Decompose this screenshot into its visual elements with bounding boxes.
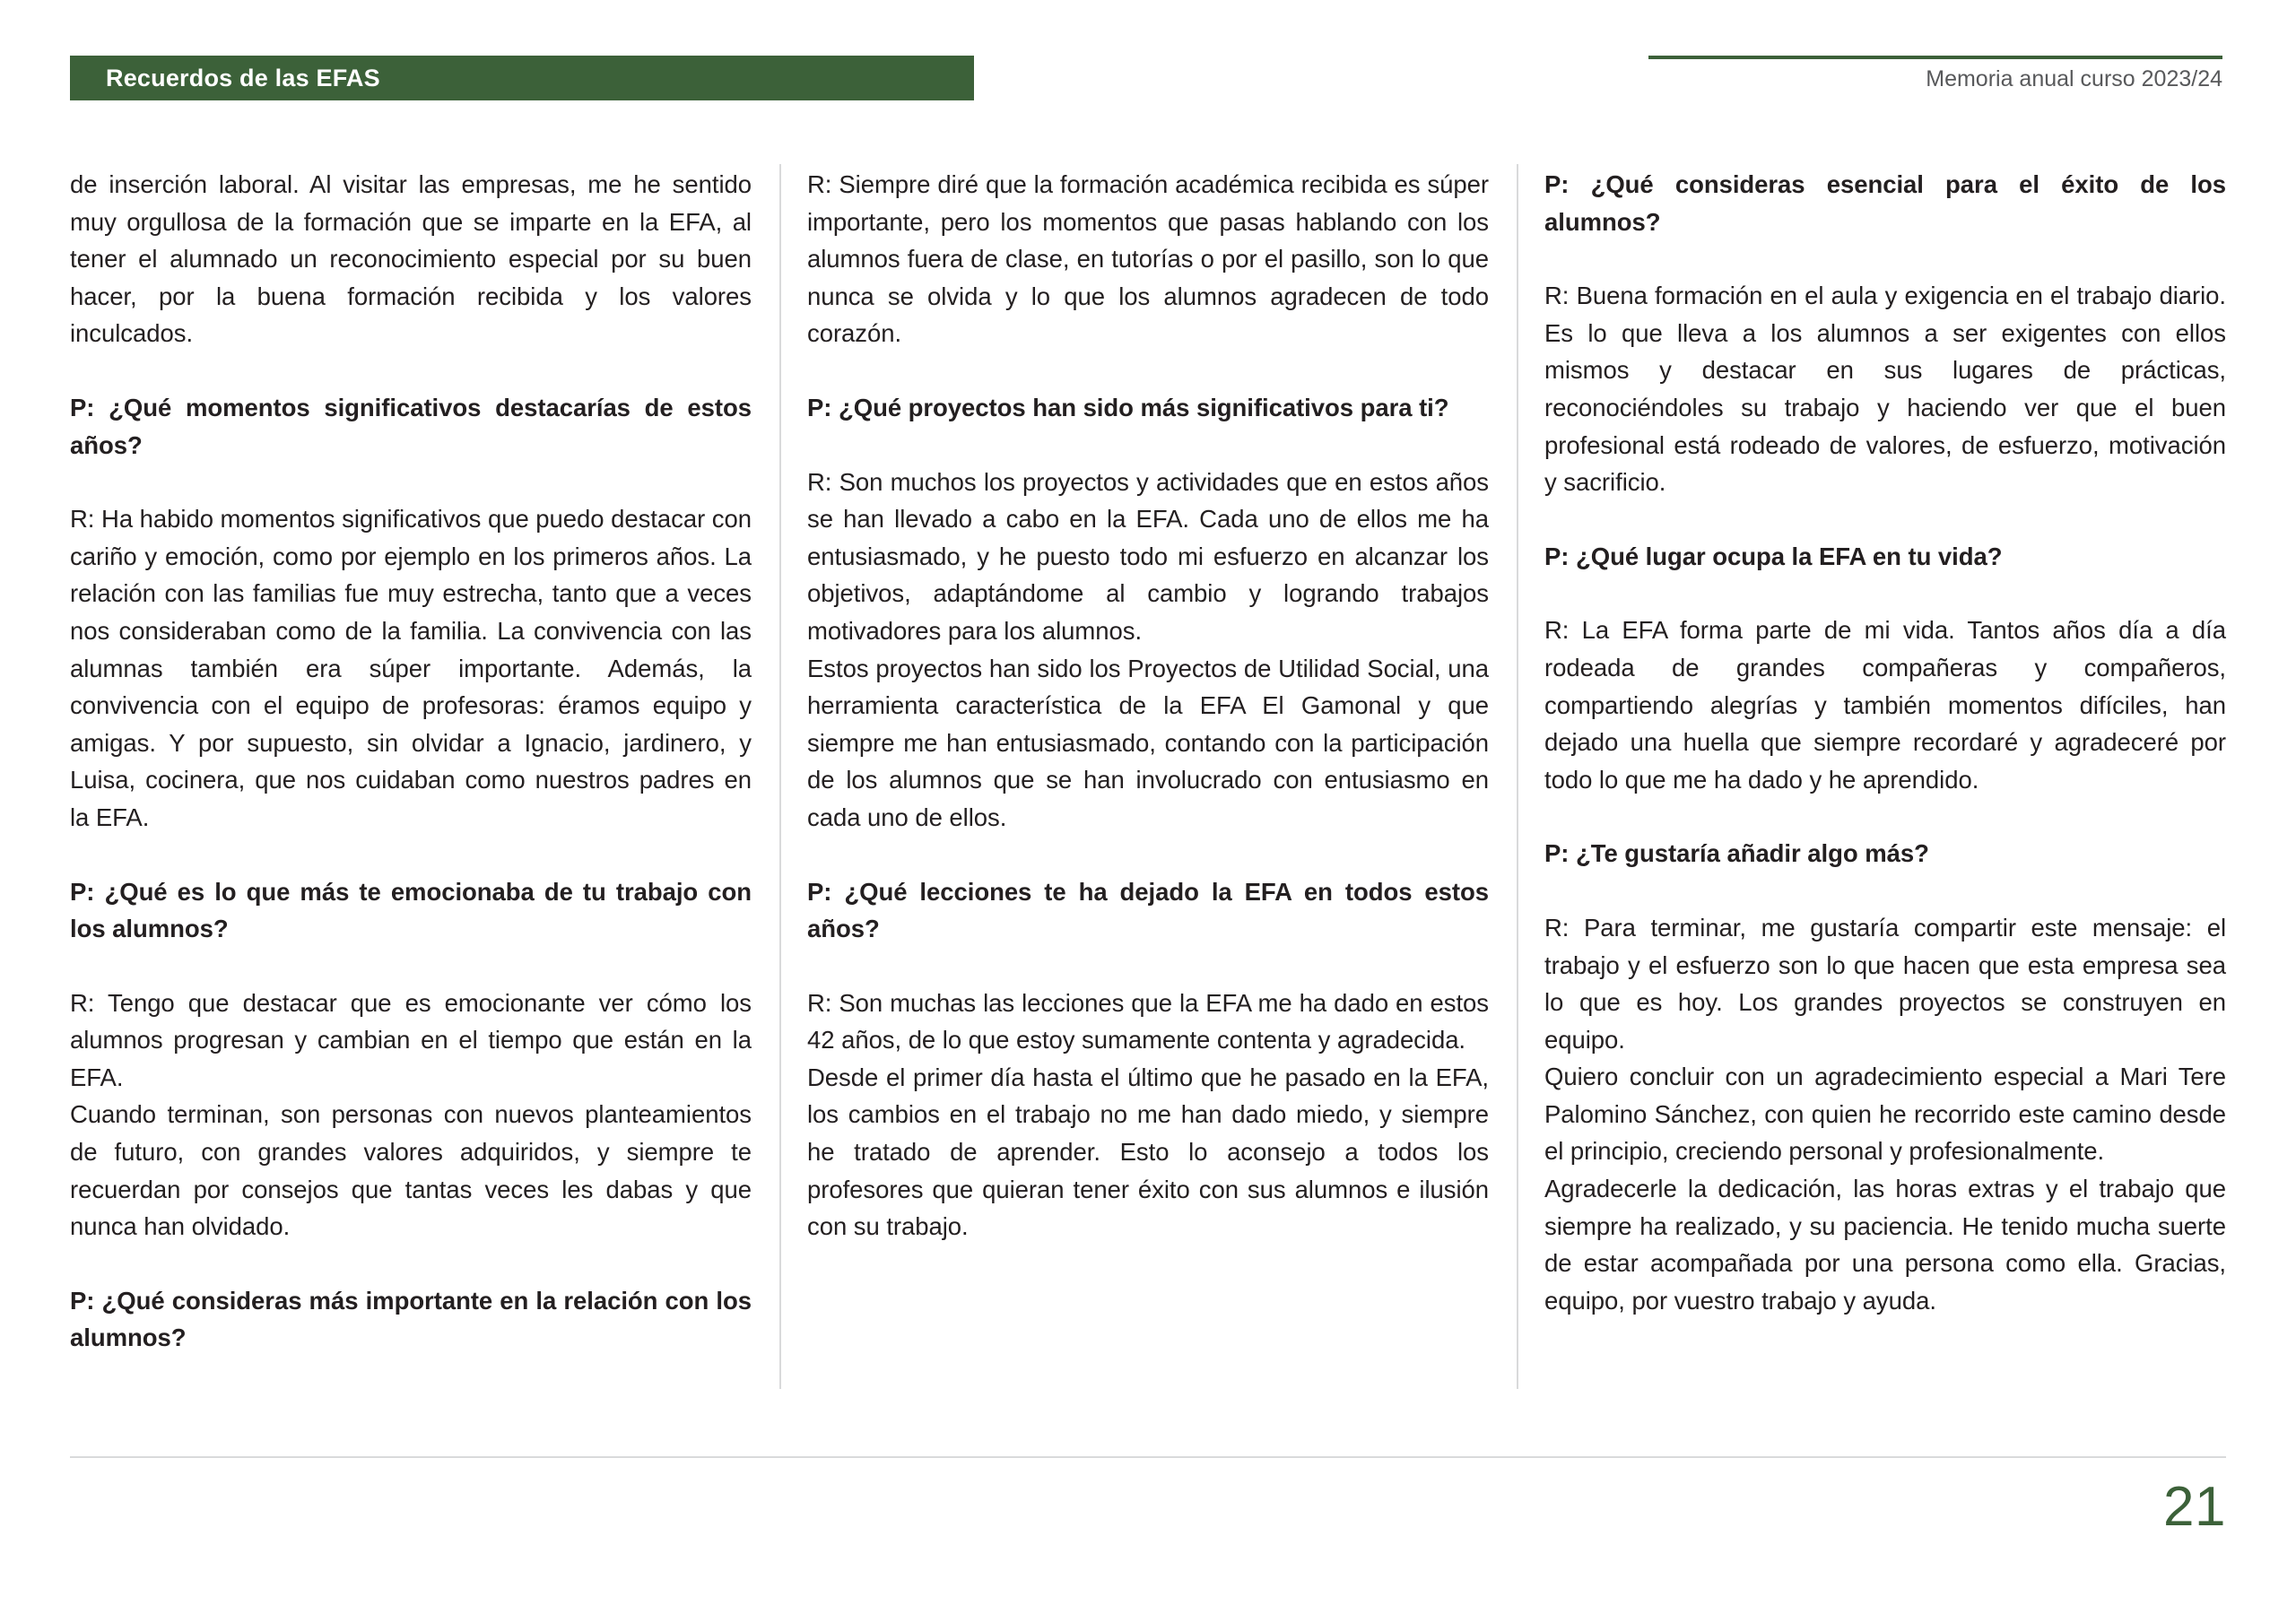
paragraph-spacer xyxy=(70,464,752,500)
article-columns xyxy=(70,166,2226,1385)
paragraph-spacer xyxy=(807,948,1489,985)
interview-answer: R: Son muchas las lecciones que la EFA me ha dado en estos 42 años, de lo que estoy sumamente contenta y agradecida. xyxy=(807,988,1489,1055)
interview-answer: Quiero concluir con un agradecimiento especial a Mari Tere Palomino Sánchez, con quien he recorrido este camino desde el principio, creciendo personal y profesionalmente. xyxy=(1544,1063,2226,1166)
text-column-1 xyxy=(70,166,752,1385)
header-rule xyxy=(1648,56,2222,59)
interview-answer: de inserción laboral. Al visitar las empresas, me he sentido muy orgullosa de la formación que se imparte en la EFA, al tener el alumnado un reconocimiento especial por su buen hacer, por la buena formación recibida y los valores inculcados. xyxy=(70,170,752,348)
publication-title-label: Memoria anual curso 2023/24 xyxy=(1926,66,2222,91)
paragraph-spacer xyxy=(1544,872,2226,909)
paragraph-spacer xyxy=(1544,501,2226,538)
interview-answer: Agradecerle la dedicación, las horas extras y el trabajo que siempre ha realizado, y su paciencia. He tenido mucha suerte de estar acompañada por una persona como ella. Gracias, equipo, por vuestro trabajo y ayuda. xyxy=(1544,1175,2226,1315)
section-title-banner xyxy=(70,56,974,100)
paragraph-spacer xyxy=(70,1245,752,1282)
interview-question: P: ¿Qué lugar ocupa la EFA en tu vida? xyxy=(1544,542,2003,570)
interview-answer: R: Buena formación en el aula y exigencia en el trabajo diario. Es lo que lleva a los alumnos a ser exigentes con ellos mismos y destacar en sus lugares de prácticas, reconociéndoles su trabajo y haciendo ver que el buen profesional está rodeado de valores, de esfuerzo, motivación y sacrificio. xyxy=(1544,282,2226,497)
paragraph-spacer xyxy=(1544,240,2226,277)
column-separator-2 xyxy=(1489,166,1544,1385)
interview-answer: R: Siempre diré que la formación académica recibida es súper importante, pero los momentos que pasas hablando con los alumnos fuera de clase, en tutorías o por el pasillo, son lo que nunca se olvida y lo que los alumnos agradecen de todo corazón. xyxy=(807,170,1489,348)
paragraph-spacer xyxy=(70,352,752,389)
column-separator-1 xyxy=(752,166,807,1385)
interview-answer: Cuando terminan, son personas con nuevos planteamientos de futuro, con grandes valores adquiridos, y siempre te recuerdan por consejos que tantas veces les dabas y que nunca han olvidado. xyxy=(70,1100,752,1241)
interview-question: P: ¿Qué consideras más importante en la relación con los alumnos? xyxy=(70,1286,752,1352)
interview-answer: R: Tengo que destacar que es emocionante ver cómo los alumnos progresan y cambian en el tiempo que están en la EFA. xyxy=(70,988,752,1091)
text-column-2 xyxy=(807,166,1489,1385)
page-header xyxy=(0,56,2296,100)
interview-question: P: ¿Qué proyectos han sido más significativos para ti? xyxy=(807,393,1449,421)
interview-question: P: ¿Qué momentos significativos destacarías de estos años? xyxy=(70,393,752,459)
section-title-label: Recuerdos de las EFAS xyxy=(106,64,380,91)
interview-answer: R: Son muchos los proyectos y actividades que en estos años se han llevado a cabo en la EFA. Cada uno de ellos me ha entusiasmado, y he puesto todo mi esfuerzo en alcanzar los objetivos, adaptándome al cambio y logrando trabajos motivadores para los alumnos. xyxy=(807,467,1489,645)
interview-answer: R: La EFA forma parte de mi vida. Tantos años día a día rodeada de grandes compañeras y compañeros, compartiendo alegrías y también momentos difíciles, han dejado una huella que siempre recordaré y agradeceré por todo lo que me ha dado y he aprendido. xyxy=(1544,616,2226,794)
interview-question: P: ¿Qué consideras esencial para el éxito de los alumnos? xyxy=(1544,170,2226,236)
footer-rule xyxy=(70,1456,2226,1458)
paragraph-spacer xyxy=(807,352,1489,389)
interview-answer: R: Para terminar, me gustaría compartir este mensaje: el trabajo y el esfuerzo son lo que hacen que esta empresa sea lo que es hoy. Los grandes proyectos se construyen en equipo. xyxy=(1544,913,2226,1054)
text-column-3 xyxy=(1544,166,2226,1385)
column-rule xyxy=(1517,164,1518,1389)
interview-question: P: ¿Qué es lo que más te emocionaba de tu trabajo con los alumnos? xyxy=(70,877,752,943)
interview-answer: Estos proyectos han sido los Proyectos de Utilidad Social, una herramienta característica de la EFA El Gamonal y que siempre me han entusiasmado, contando con la participación de los alumnos que se han involucrado con entusiasmo en cada uno de ellos. xyxy=(807,654,1489,831)
interview-answer: Desde el primer día hasta el último que he pasado en la EFA, los cambios en el trabajo no me han dado miedo, y siempre he tratado de aprender. Esto lo aconsejo a todos los profesores que quieran tener éxito con sus alumnos e ilusión con su trabajo. xyxy=(807,1063,1489,1241)
interview-question: P: ¿Te gustaría añadir algo más? xyxy=(1544,839,1929,868)
paragraph-spacer xyxy=(1544,575,2226,612)
paragraph-spacer xyxy=(70,948,752,985)
paragraph-spacer xyxy=(807,427,1489,464)
paragraph-spacer xyxy=(70,837,752,873)
paragraph-spacer xyxy=(1544,798,2226,835)
interview-question: P: ¿Qué lecciones te ha dejado la EFA en todos estos años? xyxy=(807,877,1489,943)
paragraph-spacer xyxy=(807,837,1489,873)
page-number: 21 xyxy=(2163,1476,2226,1538)
header-right-group xyxy=(1648,56,2222,100)
column-rule xyxy=(779,164,781,1389)
interview-answer: R: Ha habido momentos significativos que puedo destacar con cariño y emoción, como por ejemplo en los primeros años. La relación con las familias fue muy estrecha, tanto que a veces nos consideraban como de la familia. La convivencia con las alumnas también era súper importante. Además, la convivencia con el equipo de profesoras: éramos equipo y amigas. Y por supuesto, sin olvidar a Ignacio, jardinero, y Luisa, cocinera, que nos cuidaban como nuestros padres en la EFA. xyxy=(70,505,752,831)
page-footer xyxy=(70,1456,2226,1555)
